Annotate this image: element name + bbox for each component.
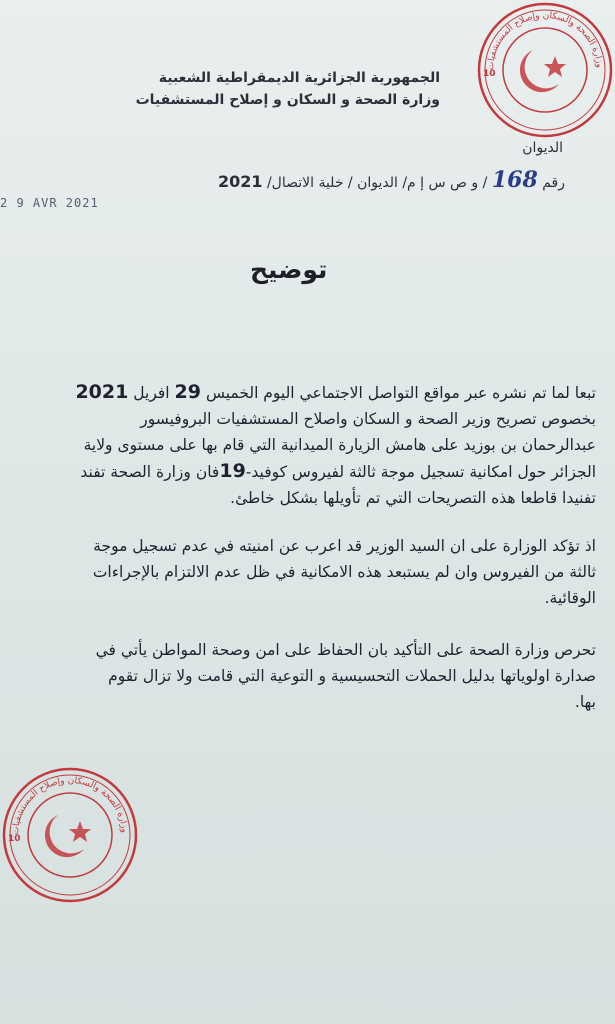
- office-label: الديوان: [522, 140, 563, 156]
- reference-line: [218, 167, 565, 193]
- paragraph-1: [16, 379, 596, 511]
- reference-prefix: رقم: [542, 175, 565, 191]
- reference-number: 168: [491, 167, 538, 193]
- stamp-ring-text-bottom: وزارة الصحة والسكان وإصلاح المستشفيات: [10, 775, 129, 836]
- paragraph-3-line-2: صدارة اولوياتها بدليل الحملات التحسيسية و التوعية التي قامت ولا تزال تقوم: [108, 667, 596, 685]
- paragraph-2-line-3: الوقائية.: [544, 589, 596, 607]
- paragraph-3-line-1: تحرص وزارة الصحة على التأكيد بان الحفاظ على امن وصحة المواطن يأتي في: [95, 641, 596, 659]
- header-republic: الجمهورية الجزائرية الديمقراطية الشعبية: [158, 70, 440, 86]
- paragraph-1-line-2: بخصوص تصريح وزير الصحة و السكان واصلاح المستشفيات البروفيسور: [140, 410, 596, 428]
- reference-path: / و ص س إ م/ الديوان / خلية الاتصال/: [266, 175, 488, 191]
- paragraph-2: [16, 533, 596, 611]
- header-ministry: وزارة الصحة و السكان و إصلاح المستشفيات: [135, 92, 440, 108]
- official-stamp-bottom: [0, 765, 140, 905]
- paragraph-1-line-4: الجزائر حول امكانية تسجيل موجة ثالثة لفيروس كوفيد-19فان وزارة الصحة تفند: [80, 460, 596, 482]
- paragraph-3: [16, 637, 596, 715]
- covid-number: 19: [219, 460, 246, 482]
- document-title: توضيح: [250, 255, 328, 284]
- stamp-number-bottom: 10: [8, 834, 21, 844]
- official-stamp-top: [475, 0, 615, 140]
- paragraph-2-line-1: اذ تؤكد الوزارة على ان السيد الوزير قد اعرب عن امنيته في عدم تسجيل موجة: [93, 537, 596, 555]
- paragraph-1-line-3: عبدالرحمان بن بوزيد على هامش الزيارة الميدانية التي قام بها على مستوى ولاية: [83, 436, 596, 454]
- year-number: 2021: [75, 381, 129, 403]
- date-stamp: 2 9 AVR 2021: [0, 196, 99, 210]
- stamp-ring-text: وزارة الصحة والسكان وإصلاح المستشفيات: [485, 10, 604, 71]
- paragraph-1-line-1: تبعا لما تم نشره عبر مواقع التواصل الاجتماعي اليوم الخميس 29 افريل 2021: [75, 381, 596, 403]
- stamp-number-top: 10: [483, 69, 496, 79]
- day-number: 29: [174, 381, 201, 403]
- reference-year: 2021: [217, 172, 263, 191]
- paragraph-1-line-5: تفنيدا قاطعا هذه التصريحات التي تم تأويلها بشكل خاطئ.: [230, 489, 596, 507]
- paragraph-2-line-2: ثالثة من الفيروس وان لم يستبعد هذه الامكانية في ظل عدم الالتزام بالإجراءات: [92, 563, 596, 581]
- paragraph-3-line-3: بها.: [574, 693, 596, 711]
